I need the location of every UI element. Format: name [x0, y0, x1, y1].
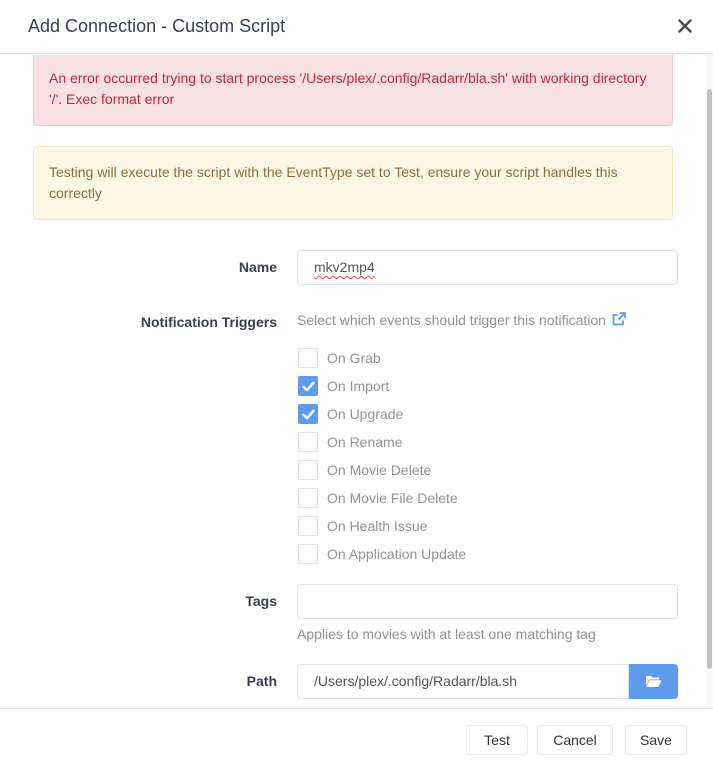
trigger-option[interactable]	[298, 432, 402, 452]
tags-help: Applies to movies with at least one matching tag	[297, 626, 596, 642]
tags-input[interactable]	[297, 584, 678, 619]
trigger-checkbox[interactable]	[298, 348, 318, 368]
trigger-option[interactable]	[298, 516, 427, 536]
warning-alert: Testing will execute the script with the EventType set to Test, ensure your script handles this correctly	[33, 146, 673, 220]
browse-path-button[interactable]	[629, 664, 678, 699]
test-button[interactable]: Test	[466, 725, 528, 755]
save-button[interactable]: Save	[625, 725, 687, 755]
trigger-checkbox[interactable]	[298, 516, 318, 536]
trigger-label: On Movie Delete	[327, 462, 432, 478]
trigger-label: On Grab	[327, 350, 381, 366]
modal-body	[0, 55, 713, 708]
name-input[interactable]	[297, 250, 678, 285]
trigger-label: On Rename	[327, 434, 403, 450]
trigger-label: On Upgrade	[327, 406, 404, 422]
trigger-option[interactable]	[298, 544, 466, 564]
trigger-label: On Health Issue	[327, 518, 428, 534]
path-input[interactable]: /Users/plex/.config/Radarr/bla.sh	[297, 664, 629, 699]
trigger-option[interactable]	[298, 404, 403, 424]
trigger-checkbox[interactable]	[298, 376, 318, 396]
modal-header	[0, 0, 713, 54]
trigger-option[interactable]	[298, 460, 431, 480]
notification-triggers-label: Notification Triggers	[140, 314, 277, 330]
cancel-button[interactable]: Cancel	[537, 725, 613, 755]
scrollbar-thumb[interactable]	[707, 89, 712, 669]
trigger-label: On Import	[327, 378, 390, 394]
check-icon	[302, 408, 315, 421]
scrollbar[interactable]	[705, 55, 713, 708]
trigger-checkbox[interactable]	[298, 432, 318, 452]
triggers-help-text: Select which events should trigger this notification	[297, 312, 606, 328]
trigger-checkbox[interactable]	[298, 488, 318, 508]
trigger-checkbox[interactable]	[298, 460, 318, 480]
close-button[interactable]	[673, 14, 697, 38]
name-value: mkv2mp4	[314, 259, 375, 275]
name-label: Name	[238, 259, 277, 275]
trigger-option[interactable]	[298, 376, 389, 396]
external-link-icon[interactable]	[612, 312, 626, 326]
close-icon	[673, 14, 697, 38]
check-icon	[302, 380, 315, 393]
error-alert: An error occurred trying to start process '/Users/plex/.config/Radarr/bla.sh' with working directory '/'. Exec format error	[33, 55, 673, 126]
triggers-help	[297, 312, 626, 328]
trigger-label: On Application Update	[327, 546, 467, 562]
trigger-checkbox[interactable]	[298, 544, 318, 564]
trigger-option[interactable]	[298, 348, 381, 368]
trigger-checkbox[interactable]	[298, 404, 318, 424]
trigger-label: On Movie File Delete	[327, 490, 458, 506]
modal-title: Add Connection - Custom Script	[28, 16, 286, 36]
folder-open-icon	[645, 674, 662, 688]
modal-footer	[0, 708, 713, 764]
tags-label: Tags	[245, 593, 277, 609]
trigger-option[interactable]	[298, 488, 458, 508]
path-label: Path	[246, 673, 277, 689]
